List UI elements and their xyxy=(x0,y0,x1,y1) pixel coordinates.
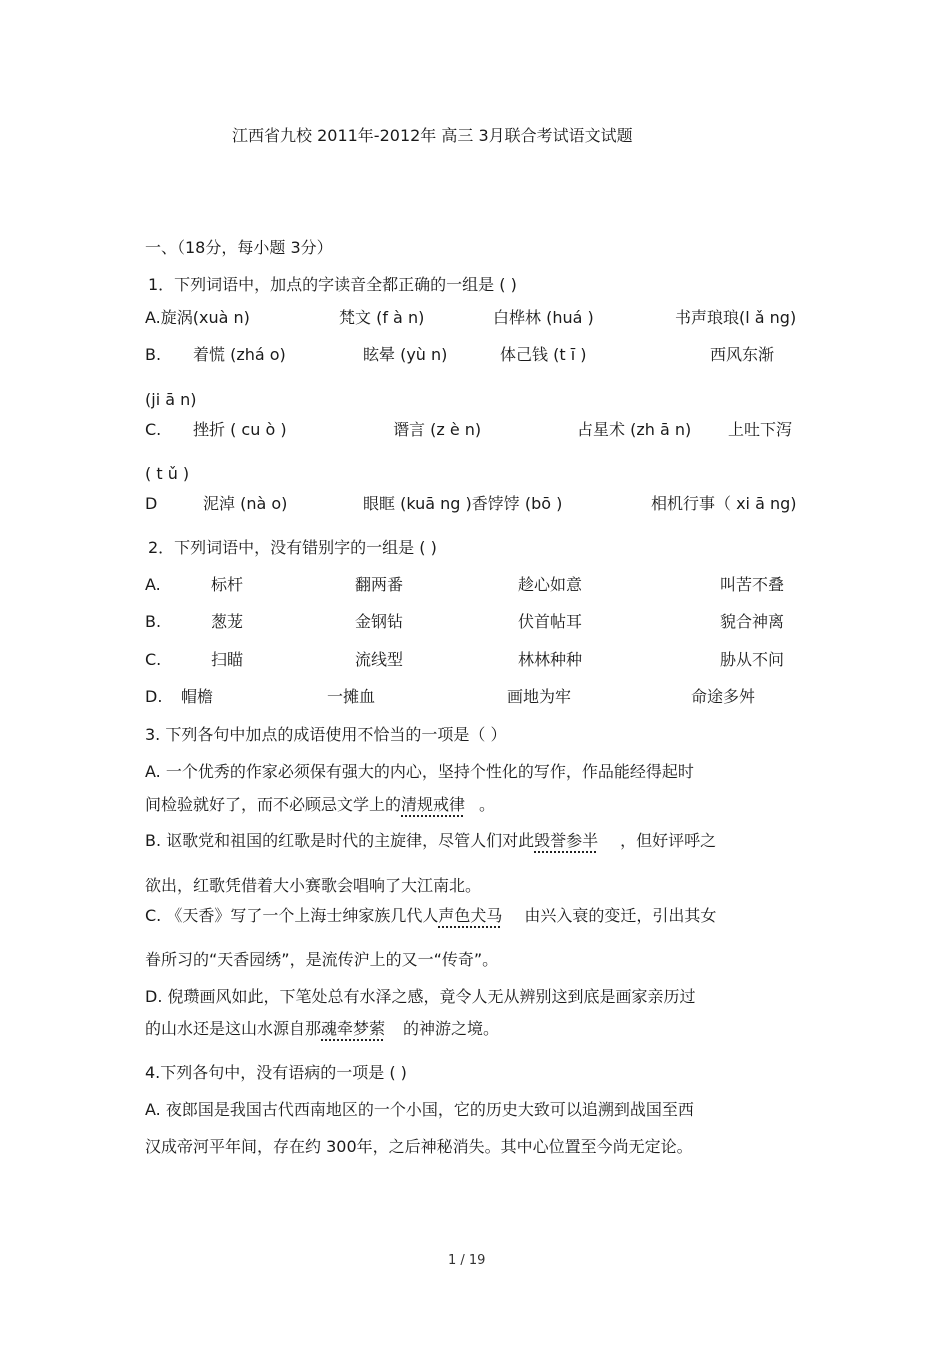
q1-b-label: B. xyxy=(145,345,162,364)
q3-c-line2: 眷所习的“天香园绣”，是流传沪上的又一“传奇”。 xyxy=(145,950,499,969)
q3-d-idiom: 魂牵梦萦 xyxy=(321,1019,386,1038)
q2-b-4: 貌合神离 xyxy=(720,612,785,631)
q2-c-3: 林林种种 xyxy=(518,650,583,669)
q1-b-1: 着慌 (zhá o) xyxy=(193,345,286,364)
q3-a-line1: A. 一个优秀的作家必须保有强大的内心，坚持个性化的写作，作品能经得起时 xyxy=(145,762,694,781)
q3-c-text: C. 《天香》写了一个上海士绅家族几代人 xyxy=(145,906,439,925)
q2-b-2: 金钢钻 xyxy=(355,612,404,631)
q3-d-text: 的山水还是这山水源自那 xyxy=(145,1019,322,1038)
q1-a-1: A.旋涡(xuà n) xyxy=(145,308,250,327)
q1-c-1: 挫折 ( cu ò ) xyxy=(193,420,287,439)
q3-stem: 3. 下列各句中加点的成语使用不恰当的一项是（ ） xyxy=(145,725,507,744)
q3-a-line2 xyxy=(145,795,495,815)
q1-a-4: 书声琅琅(l ǎ ng) xyxy=(675,308,797,327)
q3-b-line2: 欲出，红歌凭借着大小赛歌会唱响了大江南北。 xyxy=(145,876,482,895)
q3-a-idiom: 清规戒律 xyxy=(401,795,466,814)
q3-c-end: 由兴入衰的变迁，引出其女 xyxy=(524,906,717,925)
q2-stem: 2．下列词语中，没有错别字的一组是 ( ) xyxy=(148,538,437,557)
q1-option-b-cont: (ji ā n) xyxy=(145,390,197,409)
q2-a-1: 标杆 xyxy=(211,575,244,594)
q4-stem: 4.下列各句中，没有语病的一项是 ( ) xyxy=(145,1063,407,1082)
q3-c-idiom: 声色犬马 xyxy=(438,906,503,925)
q2-a-3: 趁心如意 xyxy=(518,575,583,594)
q1-d-2: 眼眶 (kuā ng )香饽饽 (bō ) xyxy=(363,494,563,513)
q2-b-1: 葱茏 xyxy=(211,612,244,631)
q3-b-text: B. 讴歌党和祖国的红歌是时代的主旋律，尽管人们对此 xyxy=(145,831,535,850)
q2-b-3: 伏首帖耳 xyxy=(518,612,583,631)
q1-c-2: 谮言 (z è n) xyxy=(393,420,482,439)
q2-d-2: 一摊血 xyxy=(327,687,376,706)
q2-d-3: 画地为牢 xyxy=(507,687,572,706)
q3-d-end: 的神游之境。 xyxy=(403,1019,500,1038)
section-heading: 一、（18分，每小题 3分） xyxy=(145,238,333,257)
q2-d-1: 帽檐 xyxy=(181,687,214,706)
q2-d-label: D. xyxy=(145,687,163,706)
page-title: 江西省九校 2011年-2012年 高三 3月联合考试语文试题 xyxy=(232,126,633,145)
q4-a-line2: 汉成帝河平年间，存在约 300年，之后神秘消失。其中心位置至今尚无定论。 xyxy=(145,1137,693,1156)
q1-c-4: 上吐下泻 xyxy=(728,420,793,439)
q2-a-4: 叫苦不叠 xyxy=(720,575,785,594)
q4-a-line1: A. 夜郎国是我国古代西南地区的一个小国，它的历史大致可以追溯到战国至西 xyxy=(145,1100,694,1119)
q1-d-label: D xyxy=(145,494,158,513)
q2-a-2: 翻两番 xyxy=(355,575,404,594)
q1-d-1: 泥淖 (nà o) xyxy=(203,494,288,513)
q3-b-idiom: 毁誉参半 xyxy=(534,831,599,850)
q3-b-end: ，但好评呼之 xyxy=(620,831,717,850)
page-number: 1 / 19 xyxy=(448,1253,486,1268)
q1-stem: 1．下列词语中，加点的字读音全都正确的一组是 ( ) xyxy=(148,275,517,294)
q1-b-2: 眩晕 (yù n) xyxy=(363,345,448,364)
q2-c-4: 胁从不问 xyxy=(720,650,785,669)
q3-d-line2 xyxy=(145,1019,499,1039)
q1-a-2: 梵文 (f à n) xyxy=(339,308,425,327)
q3-a-end: 。 xyxy=(479,795,496,814)
q3-c-line1 xyxy=(145,906,716,926)
q2-a-label: A. xyxy=(145,575,161,594)
q3-b-line1 xyxy=(145,831,716,851)
q2-d-4: 命途多舛 xyxy=(691,687,756,706)
q2-c-label: C. xyxy=(145,650,162,669)
q2-c-2: 流线型 xyxy=(355,650,404,669)
q2-b-label: B. xyxy=(145,612,162,631)
q3-d-line1: D. 倪瓒画风如此，下笔处总有水泽之感，竟令人无从辨别这到底是画家亲历过 xyxy=(145,987,696,1006)
q2-c-1: 扫瞄 xyxy=(211,650,244,669)
q1-a-3: 白桦林 (huá ) xyxy=(493,308,594,327)
q1-d-3: 相机行事（ xi ā ng) xyxy=(651,494,797,513)
q1-c-3: 占星术 (zh ā n) xyxy=(577,420,692,439)
q1-option-c-cont: ( t ǔ ) xyxy=(145,464,190,483)
q1-b-3: 体己钱 (t ī ) xyxy=(500,345,587,364)
q1-b-4: 西风东渐 xyxy=(710,345,775,364)
q1-c-label: C. xyxy=(145,420,162,439)
q3-a-text: 间检验就好了，而不必顾忌文学上的 xyxy=(145,795,402,814)
